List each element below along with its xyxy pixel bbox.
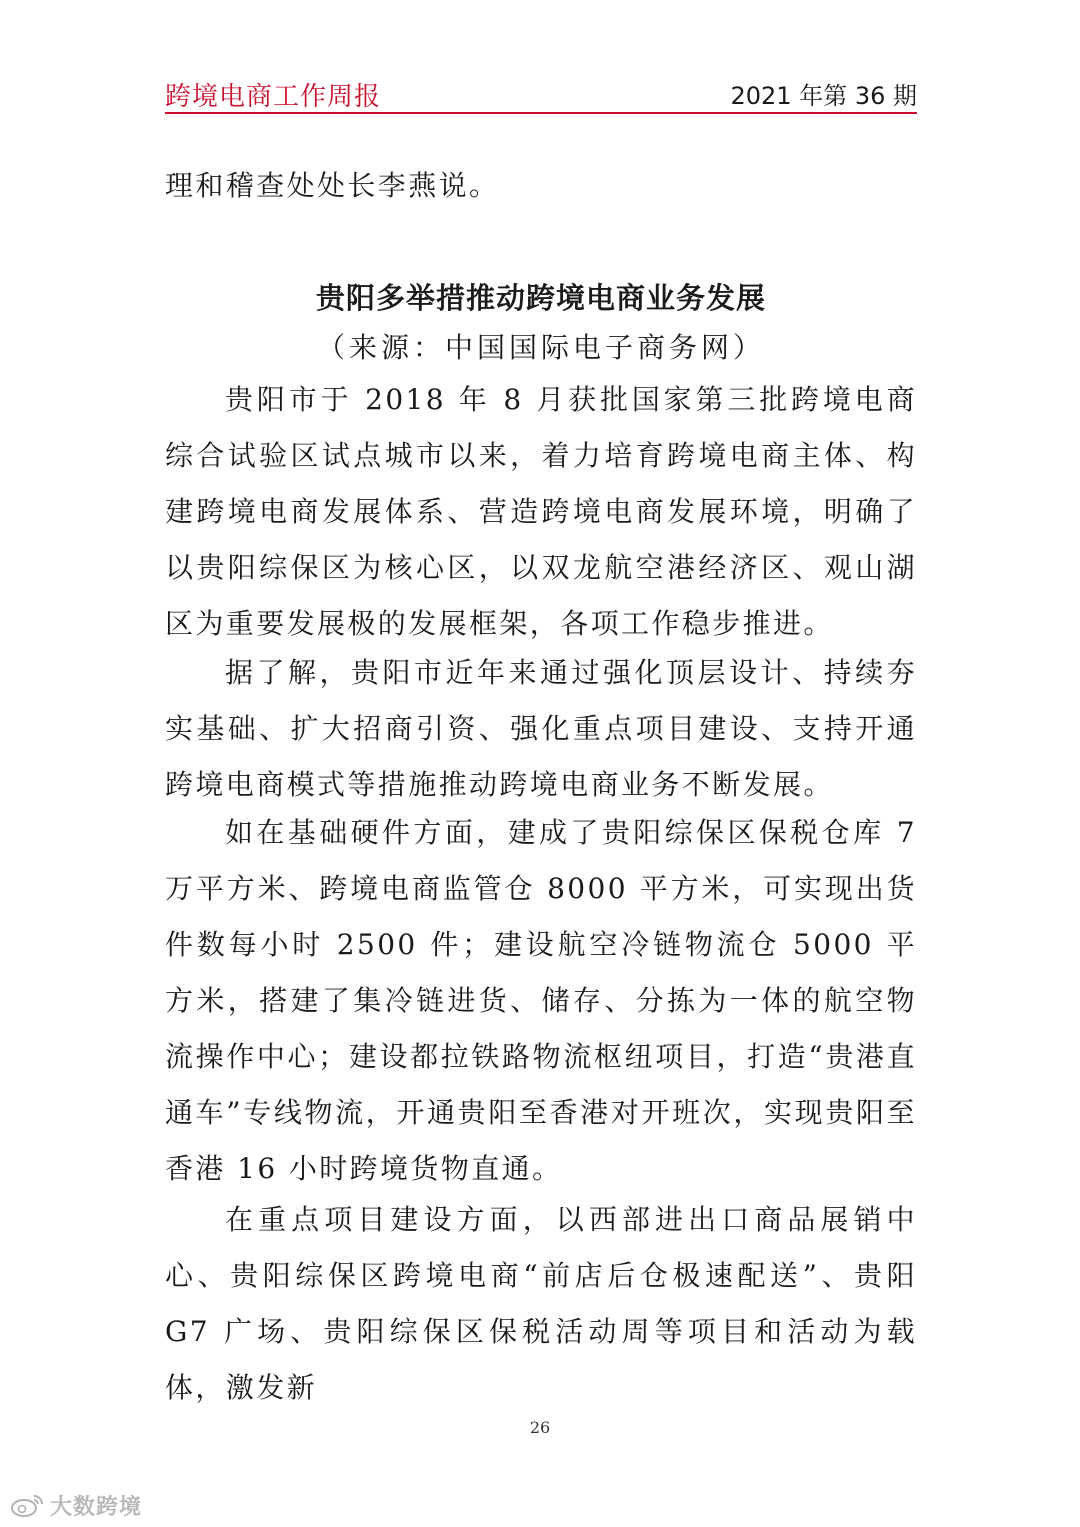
watermark: [10, 1490, 142, 1520]
paragraph-4: 在重点项目建设方面，以西部进出口商品展销中心、贵阳综保区跨境电商“前店后仓极速配送”、贵阳 G7 广场、贵阳综保区保税活动周等项目和活动为载体，激发新: [165, 1203, 917, 1404]
continued-paragraph: 理和稽查处处长李燕说。: [165, 169, 500, 202]
publication-title: 跨境电商工作周报: [165, 82, 382, 112]
page-number: 26: [529, 1418, 551, 1437]
issue-number: 2021 年第 36 期: [730, 82, 917, 110]
weibo-logo-icon: [10, 1492, 44, 1518]
article-title: 贵阳多举措推动跨境电商业务发展: [315, 281, 766, 315]
paragraph-3: 如在基础硬件方面，建成了贵阳综保区保税仓库 7 万平方米、跨境电商监管仓 8000 平方米，可实现出货件数每小时 2500 件；建设航空冷链物流仓 5000 平方米，搭建了集冷链进货、储存、分拣为一体的航空物流操作中心；建设都拉铁路物流枢纽项目，打造“贵港直通车”专线物流，开通贵阳至香港对开班次，实现贵阳至香港 16 小时跨境货物直通。: [165, 816, 917, 1185]
article-source: （来源：中国国际电子商务网）: [316, 331, 765, 364]
paragraph-2: 据了解，贵阳市近年来通过强化顶层设计、持续夯实基础、扩大招商引资、强化重点项目建设、支持开通跨境电商模式等措施推动跨境电商业务不断发展。: [165, 656, 917, 801]
paragraph-1: 贵阳市于 2018 年 8 月获批国家第三批跨境电商综合试验区试点城市以来，着力培育跨境电商主体、构建跨境电商发展体系、营造跨境电商发展环境，明确了以贵阳综保区为核心区，以双龙航空港经济区、观山湖区为重要发展极的发展框架，各项工作稳步推进。: [165, 383, 917, 640]
page-header: [165, 76, 917, 114]
watermark-text: 大数跨境: [50, 1494, 143, 1520]
